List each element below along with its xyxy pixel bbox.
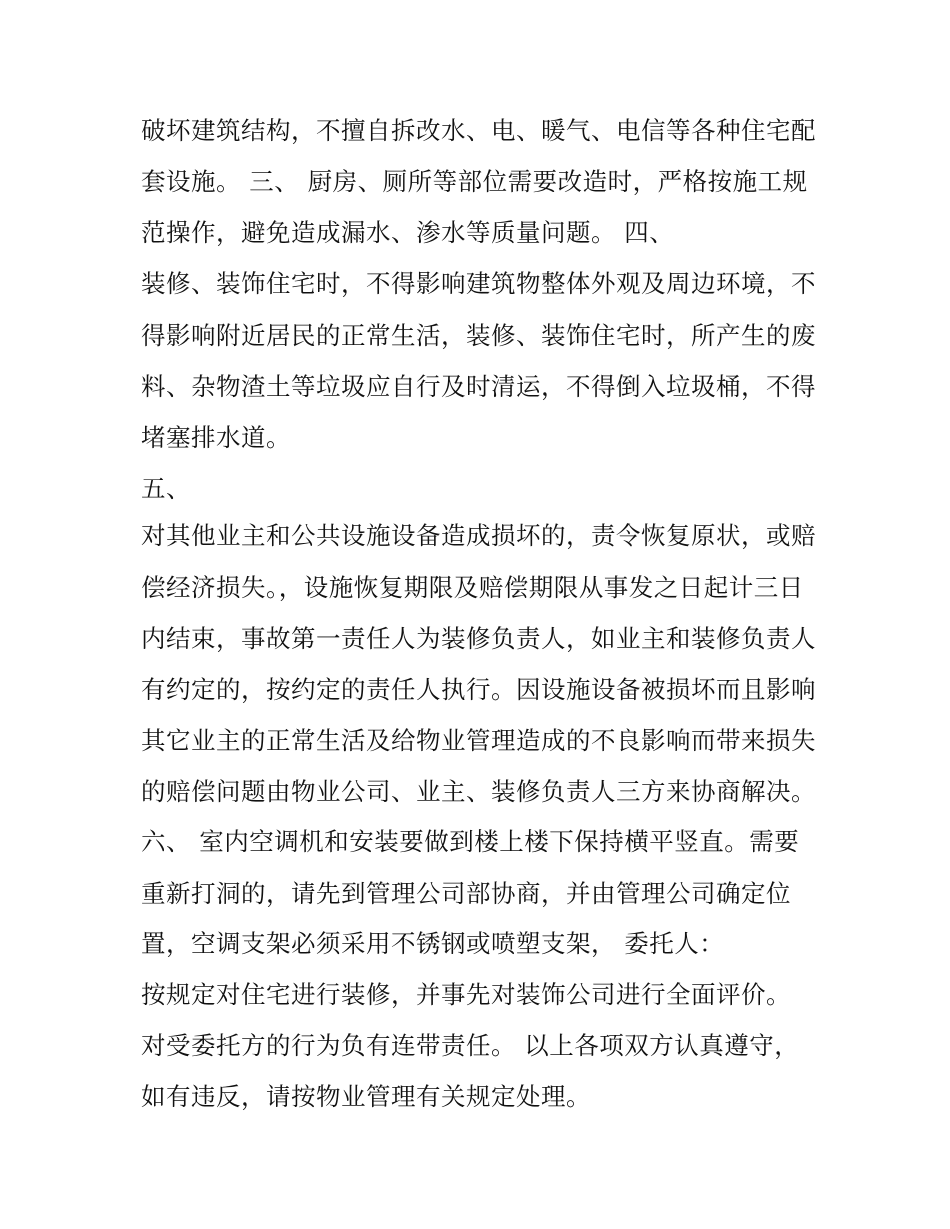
text-line: 对受委托方的行为负有连带责任。 以上各项双方认真遵守， — [141, 1031, 800, 1060]
text-line: 有约定的，按约定的责任人执行。因设施设备被损坏而且影响 — [141, 675, 816, 704]
text-line: 其它业主的正常生活及给物业管理造成的不良影响而带来损失 — [141, 726, 816, 755]
text-line: 如有违反，请按物业管理有关规定处理。 — [141, 1082, 591, 1111]
text-line: 内结束，事故第一责任人为装修负责人，如业主和装修负责人 — [141, 624, 816, 653]
text-line: 按规定对住宅进行装修，并事先对装饰公司进行全面评价。 — [141, 980, 791, 1009]
text-line: 五、 — [141, 474, 191, 503]
text-line: 得影响附近居民的正常生活，装修、装饰住宅时，所产生的废 — [141, 321, 816, 350]
text-line: 堵塞排水道。 — [141, 423, 291, 452]
text-line: 装修、装饰住宅时，不得影响建筑物整体外观及周边环境，不 — [141, 269, 816, 298]
text-line: 偿经济损失。，设施恢复期限及赔偿期限从事发之日起计三日 — [141, 573, 804, 602]
text-line: 的赔偿问题由物业公司、业主、装修负责人三方来协商解决。 — [141, 777, 816, 806]
text-line: 置，空调支架必须采用不锈钢或喷塑支架， 委托人： — [141, 929, 725, 958]
text-line: 料、杂物渣土等垃圾应自行及时清运，不得倒入垃圾桶，不得 — [141, 372, 816, 401]
text-line: 六、 室内空调机和安装要做到楼上楼下保持横平竖直。需要 — [141, 827, 800, 856]
text-line: 对其他业主和公共设施设备造成损坏的，责令恢复原状，或赔 — [141, 521, 816, 550]
text-line: 破坏建筑结构，不擅自拆改水、电、暖气、电信等各种住宅配 — [141, 116, 816, 145]
text-line: 套设施。 三、 厨房、厕所等部位需要改造时，严格按施工规 — [141, 167, 808, 196]
text-line: 范操作，避免造成漏水、渗水等质量问题。 四、 — [141, 218, 675, 247]
text-line: 重新打洞的，请先到管理公司部协商，并由管理公司确定位 — [141, 879, 791, 908]
